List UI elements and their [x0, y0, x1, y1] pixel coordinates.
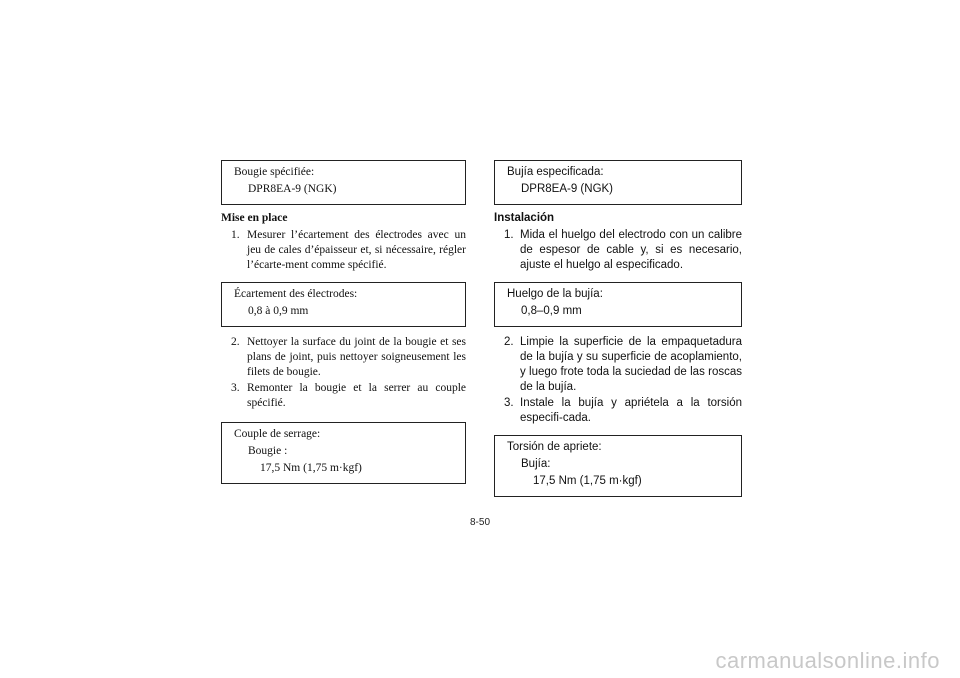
- step-2: [221, 335, 466, 380]
- step-text: Nettoyer la surface du joint de la bougie et ses plans de joint, puis nettoyer soigneusement les filets de bougie.: [247, 336, 466, 378]
- step-1: [221, 228, 466, 273]
- spec-value: DPR8EA-9 (NGK): [248, 183, 337, 195]
- step-3: [494, 396, 742, 426]
- spec-value: 17,5 Nm (1,75 m·kgf): [533, 475, 642, 487]
- spec-value: DPR8EA-9 (NGK): [521, 183, 614, 195]
- spec-box-spark-plug: [494, 160, 742, 205]
- step-number: 3.: [231, 382, 240, 394]
- spec-value: 17,5 Nm (1,75 m·kgf): [260, 462, 362, 474]
- spec-box-tightening-torque: [494, 435, 742, 497]
- page-number: 8-50: [470, 517, 491, 528]
- spec-item: Bougie :: [248, 445, 288, 457]
- step-number: 1.: [504, 229, 514, 241]
- spec-label: Écartement des électrodes:: [234, 288, 358, 300]
- step-text: Remonter la bougie et la serrer au couple spécifié.: [247, 382, 466, 409]
- spec-value: 0,8 à 0,9 mm: [248, 305, 309, 317]
- section-heading: Mise en place: [221, 212, 288, 224]
- step-text: Mida el huelgo del electrodo con un calibre de espesor de cable y, si es necesario, ajuste el huelgo al especificado.: [520, 229, 742, 271]
- spec-box-electrode-gap: [221, 282, 466, 327]
- spec-box-tightening-torque: [221, 422, 466, 484]
- spec-item: Bujía:: [521, 458, 551, 470]
- spec-label: Bujía especificada:: [507, 166, 604, 178]
- spec-box-spark-plug: [221, 160, 466, 205]
- step-number: 2.: [504, 336, 514, 348]
- step-number: 1.: [231, 229, 240, 241]
- step-3: [221, 381, 466, 411]
- spec-box-electrode-gap: [494, 282, 742, 327]
- step-2: [494, 335, 742, 395]
- step-text: Mesurer l’écartement des électrodes avec un jeu de cales d’épaisseur et, si nécessaire, régler l’écarte-ment comme spécifié.: [247, 229, 466, 271]
- step-text: Limpie la superficie de la empaquetadura de la bujía y su superficie de acoplamiento, y luego frote toda la suciedad de las roscas de la bujía.: [520, 336, 742, 393]
- step-number: 3.: [504, 397, 514, 409]
- spec-label: Couple de serrage:: [234, 428, 321, 440]
- step-number: 2.: [231, 336, 240, 348]
- section-heading: Instalación: [494, 212, 555, 224]
- spec-label: Bougie spécifiée:: [234, 166, 315, 178]
- spanish-column: [494, 160, 742, 497]
- spec-label: Huelgo de la bujía:: [507, 288, 603, 300]
- step-1: [494, 228, 742, 273]
- french-column: [221, 160, 466, 484]
- watermark: carmanualsonline.info: [715, 648, 940, 673]
- step-text: Instale la bujía y apriétela a la torsión especifi-cada.: [520, 397, 742, 424]
- spec-value: 0,8–0,9 mm: [521, 305, 582, 317]
- spec-label: Torsión de apriete:: [507, 441, 602, 453]
